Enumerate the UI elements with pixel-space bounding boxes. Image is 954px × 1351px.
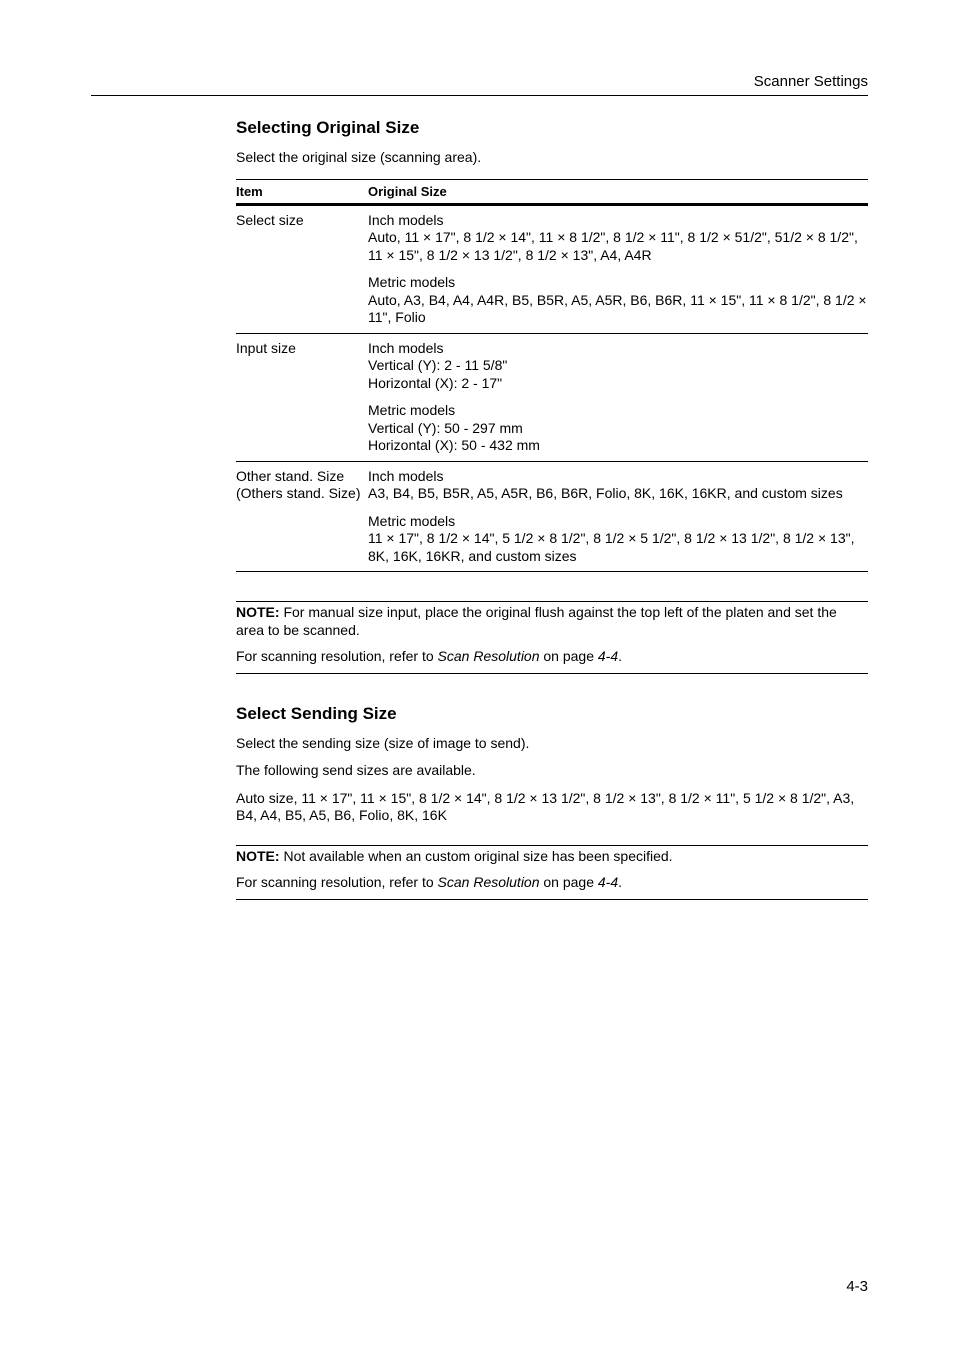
row-value-cell bbox=[368, 461, 868, 572]
table-header-row bbox=[236, 179, 868, 204]
inch-models-block: Inch models Vertical (Y): 2 - 11 5/8" Horizontal (X): 2 - 17" bbox=[368, 339, 508, 391]
scan-resolution-link[interactable]: Scan Resolution bbox=[437, 648, 540, 664]
reference-text: For scanning resolution, refer to Scan Resolution on page 4-4. bbox=[236, 648, 623, 664]
section-intro: Select the original size (scanning area). bbox=[236, 149, 482, 165]
running-header: Scanner Settings bbox=[753, 73, 868, 90]
available-text: The following send sizes are available. bbox=[236, 762, 476, 778]
scan-resolution-link[interactable]: Scan Resolution bbox=[437, 874, 540, 890]
page-number: 4-3 bbox=[846, 1278, 868, 1295]
column-header-item: Item bbox=[236, 179, 368, 204]
row-value-cell bbox=[368, 204, 868, 333]
column-header-original-size: Original Size bbox=[368, 179, 868, 204]
row-item-cell: Input size bbox=[236, 333, 368, 461]
page-reference[interactable]: 4-4 bbox=[597, 648, 619, 664]
note-box bbox=[236, 845, 868, 900]
page-reference[interactable]: 4-4 bbox=[597, 874, 619, 890]
row-item-cell: Other stand. Size (Others stand. Size) bbox=[236, 461, 368, 572]
page-content bbox=[236, 118, 868, 900]
note-text: NOTE: For manual size input, place the original flush against the top left of the platen and set the area to be scanned. bbox=[236, 604, 837, 638]
row-item-cell: Select size bbox=[236, 204, 368, 333]
metric-models-block: Metric models Vertical (Y): 50 - 297 mm Horizontal (X): 50 - 432 mm bbox=[368, 402, 540, 453]
inch-models-block: Inch models Auto, 11 × 17", 8 1/2 × 14", 11 × 8 1/2", 8 1/2 × 11", 8 1/2 × 51/2", 51/2 × 8 1/2", 11 × 15", 8 1/2 × 13 1/2", 8 1/2 × 13", A4, A4R bbox=[368, 212, 868, 265]
size-list: Auto, A3, B4, A4, A4R, B5, B5R, A5, A5R, B6, B6R, 11 × 15", 11 × 8 1/2", 8 1/2 × 11", Folio bbox=[368, 291, 867, 325]
size-list: Auto, 11 × 17", 8 1/2 × 14", 11 × 8 1/2", 8 1/2 × 11", 8 1/2 × 51/2", 51/2 × 8 1/2", 11 × 15", 8 1/2 × 13 1/2", 8 1/2 × 13", A4, A4R bbox=[368, 229, 858, 263]
section-intro: Select the sending size (size of image to send). bbox=[236, 734, 530, 751]
size-list: A3, B4, B5, B5R, A5, A5R, B6, B6R, Folio, 8K, 16K, 16KR, and custom sizes bbox=[368, 485, 843, 501]
original-size-table bbox=[236, 179, 868, 573]
header-rule bbox=[91, 95, 868, 96]
note-text: NOTE: Not available when an custom original size has been specified. bbox=[236, 847, 673, 864]
section-title-sending-size: Select Sending Size bbox=[236, 703, 397, 723]
section-title-original-size: Selecting Original Size bbox=[236, 118, 420, 137]
table-row bbox=[236, 204, 868, 333]
row-value-cell bbox=[368, 333, 868, 461]
note-box bbox=[236, 601, 868, 674]
send-size-section bbox=[236, 704, 868, 900]
reference-text: For scanning resolution, refer to Scan Resolution on page 4-4. bbox=[236, 874, 623, 890]
inch-models-block: Inch models A3, B4, B5, B5R, A5, A5R, B6, B6R, Folio, 8K, 16K, 16KR, and custom sizes bbox=[368, 468, 868, 503]
table-row bbox=[236, 333, 868, 461]
size-list: 11 × 17", 8 1/2 × 14", 5 1/2 × 8 1/2", 8 1/2 × 5 1/2", 8 1/2 × 13 1/2", 8 1/2 × 13", 8K, 16K, 16KR, and custom sizes bbox=[368, 530, 855, 564]
metric-models-block: Metric models Auto, A3, B4, A4, A4R, B5, B5R, A5, A5R, B6, B6R, 11 × 15", 11 × 8 1/2", 8 1/2 × 11", Folio bbox=[368, 274, 867, 325]
send-size-list: Auto size, 11 × 17", 11 × 15", 8 1/2 × 14", 8 1/2 × 13 1/2", 8 1/2 × 13", 8 1/2 × 11", 5 1/2 × 8 1/2", A3, B4, A4, B5, A5, B6, Folio, 8K, 16K bbox=[236, 789, 855, 823]
table-row bbox=[236, 461, 868, 572]
metric-models-block: Metric models 11 × 17", 8 1/2 × 14", 5 1/2 × 8 1/2", 8 1/2 × 5 1/2", 8 1/2 × 13 1/2", 8 1/2 × 13", 8K, 16K, 16KR, and custom sizes bbox=[368, 513, 868, 566]
